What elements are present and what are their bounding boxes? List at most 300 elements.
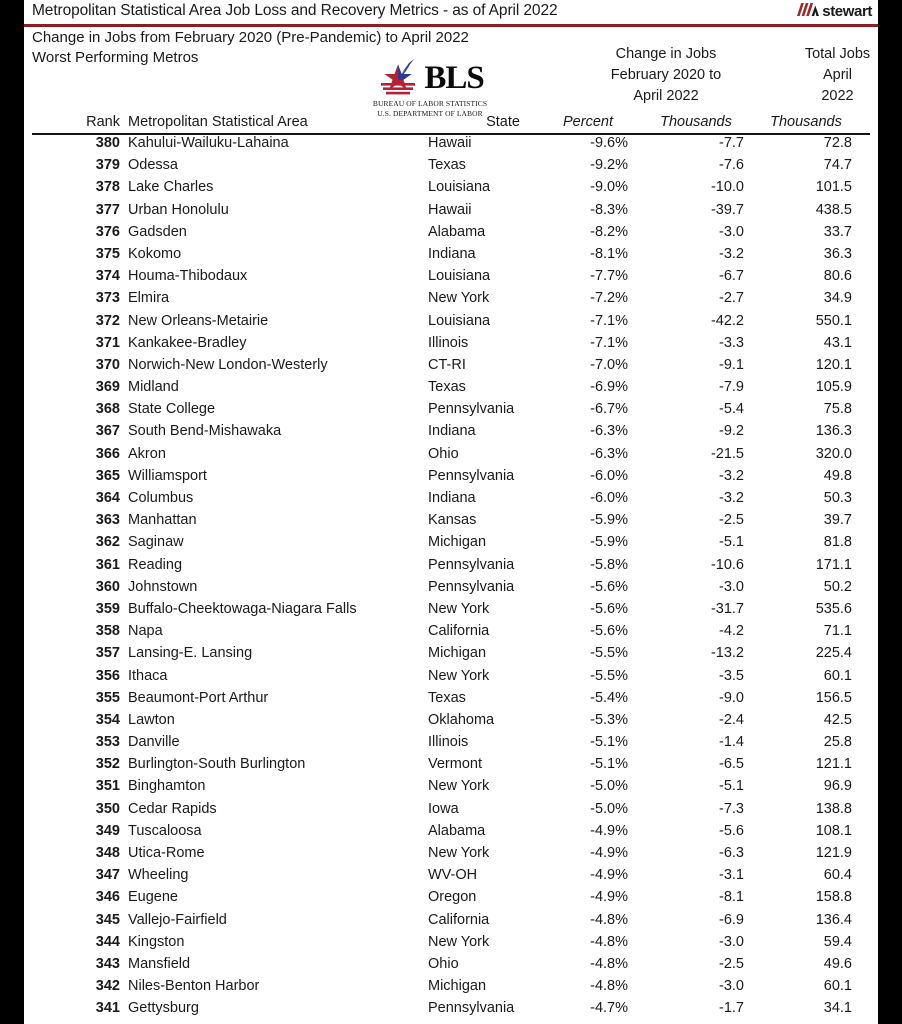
cell-state: New York	[428, 290, 490, 307]
cell-msa: Ithaca	[128, 667, 168, 684]
cell-msa: Kankakee-Bradley	[128, 334, 247, 351]
table-row[interactable]	[24, 865, 878, 887]
cell-rank: 349	[95, 822, 120, 839]
cell-rank: 365	[95, 467, 120, 484]
cell-state: Indiana	[428, 423, 476, 440]
table-row[interactable]	[24, 732, 878, 754]
cell-thousands: -6.5	[719, 756, 744, 773]
cell-total: 34.9	[823, 290, 852, 307]
cell-percent: -8.3%	[590, 201, 628, 218]
column-header-state: State	[486, 114, 520, 130]
cell-percent: -6.9%	[590, 379, 628, 396]
table-row[interactable]	[24, 266, 878, 288]
group-total-line-2: April	[822, 67, 852, 83]
cell-total: 25.8	[823, 734, 852, 751]
cell-state: New York	[428, 845, 490, 861]
cell-state: Texas	[428, 689, 466, 706]
cell-percent: -6.3%	[590, 445, 628, 462]
table-row[interactable]	[24, 843, 878, 865]
cell-thousands: -42.2	[710, 312, 744, 329]
cell-state: Ohio	[428, 955, 459, 972]
cell-rank: 375	[95, 245, 120, 262]
cell-percent: -5.5%	[590, 667, 628, 684]
table-row[interactable]	[24, 177, 878, 199]
cell-percent: -5.3%	[590, 711, 628, 728]
table-row[interactable]	[24, 666, 878, 688]
cell-rank: 352	[95, 756, 120, 773]
table-row[interactable]	[24, 421, 878, 443]
cell-rank: 379	[95, 157, 120, 174]
column-header-rank: Rank	[86, 114, 120, 130]
table-row[interactable]	[24, 532, 878, 554]
page-title: Metropolitan Statistical Area Job Loss and Recovery Metrics - as of April 2022	[32, 2, 558, 19]
cell-rank: 361	[95, 556, 120, 573]
cell-rank: 345	[95, 911, 120, 928]
cell-thousands: -5.1	[719, 534, 744, 551]
cell-state: Pennsylvania	[428, 1000, 515, 1017]
cell-thousands: -3.1	[719, 867, 744, 884]
cell-thousands: -6.3	[719, 845, 744, 861]
cell-thousands: -5.4	[719, 401, 744, 418]
cell-thousands: -2.7	[719, 290, 744, 307]
cell-state: Michigan	[428, 645, 487, 662]
cell-state: Indiana	[428, 245, 476, 262]
table-row[interactable]	[24, 155, 878, 177]
cell-rank: 376	[95, 223, 120, 240]
cell-state: Iowa	[428, 800, 459, 817]
cell-rank: 346	[95, 889, 120, 906]
cell-thousands: -9.0	[719, 689, 744, 706]
cell-msa: Beaumont-Port Arthur	[128, 689, 269, 706]
cell-percent: -8.1%	[590, 245, 628, 262]
cell-state: California	[428, 911, 490, 928]
cell-percent: -4.9%	[590, 867, 628, 884]
cell-rank: 348	[95, 845, 120, 861]
bls-subtitle-line-2: U.S. DEPARTMENT OF LABOR	[377, 109, 483, 118]
cell-percent: -4.9%	[590, 889, 628, 906]
cell-rank: 373	[95, 290, 120, 307]
cell-percent: -7.0%	[590, 356, 628, 373]
stewart-wordmark: stewart	[822, 2, 872, 20]
cell-rank: 358	[95, 623, 120, 640]
table-row[interactable]	[24, 621, 878, 643]
cell-rank: 353	[95, 734, 120, 751]
cell-msa: Vallejo-Fairfield	[128, 911, 227, 928]
cell-state: Indiana	[428, 490, 476, 506]
cell-msa: Gadsden	[128, 223, 187, 240]
cell-percent: -5.6%	[590, 623, 628, 640]
cell-state: Oklahoma	[428, 711, 495, 728]
table-row[interactable]	[24, 887, 878, 909]
cell-rank: 357	[95, 645, 120, 662]
table-row[interactable]	[24, 910, 878, 932]
cell-total: 320.0	[815, 445, 852, 462]
cell-percent: -4.9%	[590, 822, 628, 839]
cell-msa: Kokomo	[128, 245, 182, 262]
cell-rank: 347	[95, 867, 120, 884]
cell-percent: -6.7%	[590, 401, 628, 418]
cell-msa: Cedar Rapids	[128, 800, 217, 817]
cell-msa: South Bend-Mishawaka	[128, 423, 282, 440]
metrics-table	[24, 112, 878, 1021]
table-row[interactable]	[24, 998, 878, 1020]
cell-state: Hawaii	[428, 201, 472, 218]
cell-percent: -9.0%	[590, 179, 628, 196]
cell-percent: -6.0%	[590, 490, 628, 506]
cell-thousands: -5.1	[719, 778, 744, 795]
cell-percent: -4.8%	[590, 955, 628, 972]
cell-msa: Utica-Rome	[128, 845, 205, 861]
cell-total: 49.6	[823, 955, 852, 972]
cell-state: Pennsylvania	[428, 401, 515, 418]
cell-state: Vermont	[428, 756, 482, 773]
cell-total: 81.8	[823, 534, 852, 551]
cell-percent: -8.2%	[590, 223, 628, 240]
cell-total: 42.5	[823, 711, 852, 728]
cell-thousands: -3.0	[719, 578, 744, 595]
stewart-logo	[794, 2, 872, 20]
cell-state: Hawaii	[428, 135, 472, 151]
cell-percent: -9.6%	[590, 135, 628, 151]
cell-state: Louisiana	[428, 179, 491, 196]
cell-state: CT-RI	[428, 356, 466, 373]
cell-total: 43.1	[823, 334, 852, 351]
cell-msa: Saginaw	[128, 534, 184, 551]
cell-thousands: -1.4	[719, 734, 744, 751]
cell-msa: Gettysburg	[128, 1000, 199, 1017]
column-group-total-jobs	[780, 44, 878, 107]
cell-thousands: -3.0	[719, 933, 744, 950]
cell-thousands: -6.9	[719, 911, 744, 928]
cell-state: Pennsylvania	[428, 578, 515, 595]
cell-msa: Kahului-Wailuku-Lahaina	[128, 135, 289, 151]
cell-total: 550.1	[815, 312, 852, 329]
table-row[interactable]	[24, 688, 878, 710]
cell-state: Illinois	[428, 734, 469, 751]
cell-total: 108.1	[815, 822, 852, 839]
cell-thousands: -3.0	[719, 223, 744, 240]
cell-rank: 378	[95, 179, 120, 196]
cell-total: 36.3	[823, 245, 852, 262]
cell-total: 138.8	[815, 800, 852, 817]
cell-total: 105.9	[815, 379, 852, 396]
cell-total: 33.7	[823, 223, 852, 240]
cell-msa: Houma-Thibodaux	[128, 268, 248, 285]
cell-percent: -4.8%	[590, 933, 628, 950]
cell-rank: 344	[95, 933, 120, 950]
cell-percent: -5.9%	[590, 534, 628, 551]
table-row[interactable]	[24, 954, 878, 976]
cell-total: 101.5	[815, 179, 852, 196]
cell-rank: 372	[95, 312, 120, 329]
cell-thousands: -39.7	[710, 201, 744, 218]
table-row[interactable]	[24, 377, 878, 399]
bls-logo	[350, 58, 510, 118]
cell-rank: 377	[95, 201, 120, 218]
cell-msa: Buffalo-Cheektowaga-Niagara Falls	[128, 600, 357, 617]
bls-star-icon	[376, 58, 420, 98]
cell-msa: Danville	[128, 734, 180, 751]
cell-state: New York	[428, 778, 490, 795]
cell-total: 156.5	[815, 689, 852, 706]
cell-msa: Eugene	[128, 889, 178, 906]
cell-thousands: -3.2	[719, 245, 744, 262]
cell-state: Kansas	[428, 512, 477, 529]
cell-total: 120.1	[815, 356, 852, 373]
table-header-row	[24, 112, 878, 133]
cell-thousands: -2.4	[719, 711, 744, 728]
cell-msa: Mansfield	[128, 955, 191, 972]
table-row[interactable]	[24, 133, 878, 155]
group-total-line-3: 2022	[821, 88, 854, 104]
bls-logo-top	[350, 58, 510, 98]
cell-total: 60.4	[823, 867, 852, 884]
cell-percent: -9.2%	[590, 157, 628, 174]
title-bar	[24, 0, 878, 24]
cell-msa: Burlington-South Burlington	[128, 756, 306, 773]
table-row[interactable]	[24, 355, 878, 377]
cell-total: 50.2	[823, 578, 852, 595]
table-row[interactable]	[24, 643, 878, 665]
cell-thousands: -8.1	[719, 889, 744, 906]
cell-rank: 360	[95, 578, 120, 595]
cell-percent: -5.5%	[590, 645, 628, 662]
cell-rank: 366	[95, 445, 120, 462]
bls-acronym: BLS	[424, 60, 484, 96]
table-row[interactable]	[24, 754, 878, 776]
subtitle-line-2: Worst Performing Metros	[32, 49, 199, 66]
cell-rank: 370	[95, 356, 120, 373]
cell-percent: -7.2%	[590, 290, 628, 307]
cell-state: New York	[428, 667, 490, 684]
cell-msa: Niles-Benton Harbor	[128, 978, 260, 995]
cell-thousands: -3.0	[719, 978, 744, 995]
cell-percent: -4.7%	[590, 1000, 628, 1017]
cell-total: 80.6	[823, 268, 852, 285]
cell-thousands: -9.2	[719, 423, 744, 440]
cell-rank: 374	[95, 268, 120, 285]
cell-total: 438.5	[815, 201, 852, 218]
cell-total: 171.1	[815, 556, 852, 573]
cell-rank: 363	[95, 512, 120, 529]
cell-thousands: -3.3	[719, 334, 744, 351]
cell-total: 158.8	[815, 889, 852, 906]
bls-subtitle-line-1: BUREAU OF LABOR STATISTICS	[372, 99, 488, 108]
cell-msa: Lake Charles	[128, 179, 214, 196]
table-row[interactable]	[24, 444, 878, 466]
cell-thousands: -9.1	[719, 356, 744, 373]
cell-thousands: -10.0	[710, 179, 744, 196]
cell-thousands: -7.7	[719, 135, 744, 151]
cell-rank: 355	[95, 689, 120, 706]
cell-rank: 350	[95, 800, 120, 817]
cell-state: Texas	[428, 379, 466, 396]
cell-rank: 359	[95, 600, 120, 617]
cell-total: 535.6	[815, 600, 852, 617]
table-row[interactable]	[24, 288, 878, 310]
cell-thousands: -3.2	[719, 490, 744, 506]
cell-total: 60.1	[823, 978, 852, 995]
cell-msa: Reading	[128, 556, 183, 573]
cell-state: Michigan	[428, 534, 487, 551]
group-change-line-1: Change in Jobs	[615, 46, 717, 62]
cell-msa: Midland	[128, 379, 179, 396]
cell-msa: Johnstown	[128, 578, 198, 595]
group-change-line-2: February 2020 to	[610, 67, 722, 83]
cell-msa: Urban Honolulu	[128, 201, 229, 218]
cell-state: Oregon	[428, 889, 477, 906]
cell-msa: Lawton	[128, 711, 175, 728]
cell-total: 59.4	[823, 933, 852, 950]
cell-thousands: -2.5	[719, 955, 744, 972]
cell-thousands: -13.2	[710, 645, 744, 662]
cell-state: New York	[428, 600, 490, 617]
table-row[interactable]	[24, 510, 878, 532]
subtitle-line-1: Change in Jobs from February 2020 (Pre-Pandemic) to April 2022	[32, 29, 469, 46]
table-row[interactable]	[24, 799, 878, 821]
accent-divider	[24, 24, 878, 27]
table-row[interactable]	[24, 222, 878, 244]
cell-total: 121.1	[815, 756, 852, 773]
header-underline	[32, 133, 870, 135]
cell-state: California	[428, 623, 490, 640]
table-row[interactable]	[24, 399, 878, 421]
cell-total: 136.3	[815, 423, 852, 440]
table-row[interactable]	[24, 599, 878, 621]
cell-state: Michigan	[428, 978, 487, 995]
cell-total: 72.8	[823, 135, 852, 151]
cell-thousands: -10.6	[710, 556, 744, 573]
cell-msa: Napa	[128, 623, 163, 640]
cell-thousands: -31.7	[710, 600, 744, 617]
table-row[interactable]	[24, 577, 878, 599]
cell-msa: Akron	[128, 445, 166, 462]
cell-percent: -5.0%	[590, 800, 628, 817]
cell-percent: -4.8%	[590, 911, 628, 928]
cell-thousands: -7.6	[719, 157, 744, 174]
table-row[interactable]	[24, 466, 878, 488]
cell-state: WV-OH	[428, 867, 478, 884]
table-row[interactable]	[24, 976, 878, 998]
cell-state: Alabama	[428, 822, 486, 839]
cell-rank: 354	[95, 711, 120, 728]
cell-total: 71.1	[823, 623, 852, 640]
table-row[interactable]	[24, 710, 878, 732]
column-header-thousands: Thousands	[660, 114, 732, 130]
cell-state: Pennsylvania	[428, 467, 515, 484]
table-row[interactable]	[24, 200, 878, 222]
cell-state: Illinois	[428, 334, 469, 351]
cell-rank: 343	[95, 955, 120, 972]
cell-msa: Manhattan	[128, 512, 197, 529]
cell-percent: -5.1%	[590, 756, 628, 773]
cell-total: 49.8	[823, 467, 852, 484]
cell-msa: Lansing-E. Lansing	[128, 645, 253, 662]
cell-total: 34.1	[823, 1000, 852, 1017]
cell-total: 121.9	[815, 845, 852, 861]
cell-msa: State College	[128, 401, 216, 418]
cell-msa: Wheeling	[128, 867, 189, 884]
cell-percent: -6.3%	[590, 423, 628, 440]
cell-thousands: -4.2	[719, 623, 744, 640]
table-row[interactable]	[24, 333, 878, 355]
cell-state: New York	[428, 933, 490, 950]
column-header-total-thousands: Thousands	[770, 114, 842, 130]
cell-percent: -5.1%	[590, 734, 628, 751]
cell-state: Texas	[428, 157, 466, 174]
cell-thousands: -2.5	[719, 512, 744, 529]
cell-percent: -5.6%	[590, 600, 628, 617]
cell-rank: 356	[95, 667, 120, 684]
table-row[interactable]	[24, 488, 878, 510]
cell-total: 136.4	[815, 911, 852, 928]
cell-rank: 380	[95, 135, 120, 151]
cell-percent: -5.6%	[590, 578, 628, 595]
cell-rank: 371	[95, 334, 120, 351]
cell-rank: 368	[95, 401, 120, 418]
group-total-line-1: Total Jobs	[804, 46, 871, 62]
cell-state: Ohio	[428, 445, 459, 462]
cell-thousands: -7.9	[719, 379, 744, 396]
cell-thousands: -3.5	[719, 667, 744, 684]
cell-percent: -7.1%	[590, 312, 628, 329]
cell-percent: -7.1%	[590, 334, 628, 351]
cell-thousands: -5.6	[719, 822, 744, 839]
cell-thousands: -3.2	[719, 467, 744, 484]
cell-msa: Binghamton	[128, 778, 206, 795]
cell-state: Louisiana	[428, 312, 491, 329]
table-row[interactable]	[24, 311, 878, 333]
column-header-percent: Percent	[563, 114, 613, 130]
cell-percent: -4.8%	[590, 978, 628, 995]
cell-state: Louisiana	[428, 268, 491, 285]
cell-thousands: -1.7	[719, 1000, 744, 1017]
cell-rank: 369	[95, 379, 120, 396]
cell-total: 74.7	[823, 157, 852, 174]
table-row[interactable]	[24, 244, 878, 266]
cell-percent: -5.0%	[590, 778, 628, 795]
column-header-msa: Metropolitan Statistical Area	[128, 114, 308, 130]
cell-rank: 367	[95, 423, 120, 440]
cell-total: 225.4	[815, 645, 852, 662]
group-change-line-3: April 2022	[633, 88, 699, 104]
cell-total: 50.3	[823, 490, 852, 506]
cell-total: 96.9	[823, 778, 852, 795]
cell-thousands: -21.5	[710, 445, 744, 462]
cell-thousands: -6.7	[719, 268, 744, 285]
cell-state: Pennsylvania	[428, 556, 515, 573]
cell-msa: Elmira	[128, 290, 170, 307]
table-row[interactable]	[24, 821, 878, 843]
cell-rank: 342	[95, 978, 120, 995]
cell-percent: -6.0%	[590, 467, 628, 484]
cell-msa: Tuscaloosa	[128, 822, 202, 839]
slashes-icon	[794, 2, 820, 21]
table-row[interactable]	[24, 555, 878, 577]
cell-total: 39.7	[823, 512, 852, 529]
cell-rank: 351	[95, 778, 120, 795]
cell-percent: -4.9%	[590, 845, 628, 861]
table-row[interactable]	[24, 776, 878, 798]
column-group-change-in-jobs	[554, 44, 778, 107]
table-row[interactable]	[24, 932, 878, 954]
cell-msa: Odessa	[128, 157, 178, 174]
cell-msa: Kingston	[128, 933, 185, 950]
cell-msa: New Orleans-Metairie	[128, 312, 269, 329]
cell-rank: 364	[95, 490, 120, 506]
cell-thousands: -7.3	[719, 800, 744, 817]
cell-total: 75.8	[823, 401, 852, 418]
